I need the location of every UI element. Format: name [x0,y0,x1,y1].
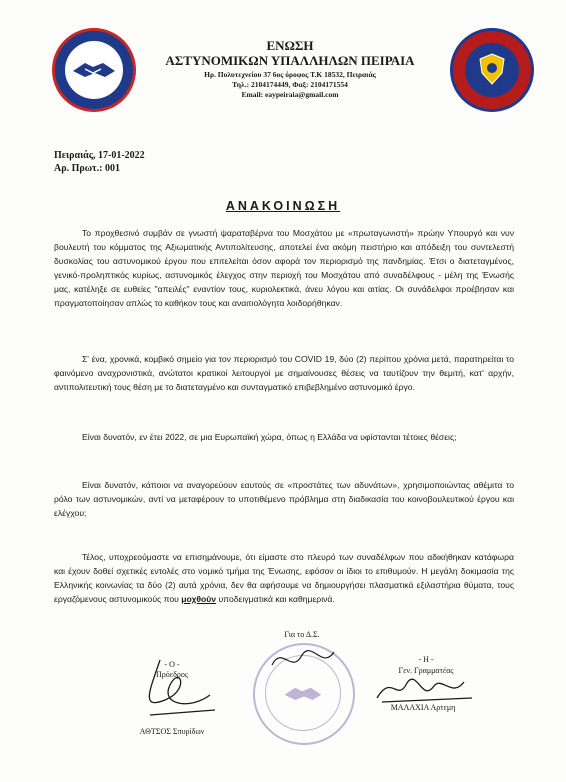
signature-left-role: Πρόεδρος [155,670,189,679]
header-phones: Τηλ.: 2104174449, Φαξ: 2104171554 [232,80,348,89]
stamp-handshake-icon [283,681,323,705]
paragraph-3 [54,430,514,444]
header-address: Ηρ. Πολυτεχνείου 37 6ος όροφος Τ.Κ 18532, Πειραιάς [204,70,376,79]
document-title: ΑΝΑΚΟΙΝΩΣΗ [225,199,341,213]
paragraph-4-text: Είναι δυνατόν, κάποιοι να αναγορεύουν εαυτούς σε «προστάτες των αδυνάτων», χρησιμοποιώντας αθέμιτα το ρόλο των αστυνομικών, αντί να μεταφέρουν το υποτιθέμενο πρόβλημα στη διαδικασία του κοινοβουλευτικού έργου και ελέγχου; [54,480,514,518]
place-date: Πειραιάς, 17-01-2022 [54,150,145,161]
signature-right-role: Γεν. Γραμματέας [398,666,454,675]
header-org-line2: ΑΣΤΥΝΟΜΙΚΩΝ ΥΠΑΛΛΗΛΩΝ ΠΕΙΡΑΙΑ [165,53,415,68]
protocol-number: Αρ. Πρωτ.: 001 [54,163,120,174]
paragraph-5-ending: υποδειγματικά και καθημερινά. [218,594,335,604]
paragraph-3-text: Είναι δυνατόν, εν έτει 2022, σε μια Ευρωπαϊκή χώρα, όπως η Ελλάδα να υφίστανται τέτοιες θέσεις; [82,432,457,442]
header-email: Email: eaypeiraia@gmail.com [241,90,339,99]
paragraph-5-emphasis: μοχθούν [181,594,217,604]
paragraph-1 [54,226,514,310]
union-logo-left [52,28,136,112]
paragraph-1-text: Το προχθεσινό συμβάν σε γνωστή ψαραταβέρνα του Μοσχάτου με «πρωταγωνιστή» πρώην Υπουργό και νυν βουλευτή του κόμματος της Αξιωματικής Αντιπολίτευσης, αποτελεί ένα ακόμη πειστήριο και απόδειξη του συντελεστή δυσκολίας του αστυνομικού έργου που επιτελείται όσον αφορά τον περιορισμό της πανδημίας. Έτσι ο διατεταγμένος, γενικό-προληπτικός κυρίως, αστυνομικός έλεγχος στην περιοχή του Μοσχάτου από συναδέλφους - μέλη της Ένωσής μας, κατέληξε σε ευθείες "απειλές" εναντίον τους, κυριολεκτικά, άνευ λόγου και αιτίας. Οι συνάδελφοι προέβησαν και πραγματοποίησαν απλώς το καθήκον τους και αναιτιολόγητα λοιδορήθηκαν. [54,228,514,308]
police-badge-icon [479,53,505,85]
union-logo-right [450,28,534,112]
paragraph-2 [54,352,514,394]
paragraph-4 [54,478,514,520]
paragraph-5-text: Τέλος, υποχρεούμαστε να επισημάνουμε, ότι είμαστε στο πλευρό των συναδέλφων που αδικήθηκαν κατάφωρα και έχουν δοθεί σχετικές εντολές στο νομικό τμήμα της Ένωσης, εφόσον οι ίδιοι το επιθυμούν. Η μεγάλη δοκιμασία της Ελληνικής κοινωνίας τα δύο (2) αυτά χρόνια, δεν θα αφήσουμε να δημιουργήσει πλασματικά εξιλαστήρια θύματα, τους εργαζόμενους αστυνομικούς που [54,552,514,604]
signature-right-article: - Η - [418,655,434,664]
paragraph-2-text: Σ' ένα, χρονικά, κομβικό σημείο για τον περιορισμό του COVID 19, δύο (2) περίπου χρόνια μετά, παρατηρείται το φαινόμενο αναχρονιστικά, ανώτατοι κρατικοί λειτουργοί με σημαίνουσες θέσεις να ταυτίζουν την θεμιτή, κατ' αρχήν, αντιπολιτευτική τους θέση με το διατεταγμένο και συνταγματικό επιβεβλημένο αστυνομικό έργο. [54,354,514,392]
handshake-icon [71,57,117,81]
signature-right-name: ΜΑΛΑΧΙΑ Αρτεμη [390,703,456,712]
signature-left-scribble [120,640,240,730]
signature-left-name: ΑΘΤΣΟΣ Σπυρίδων [139,727,205,736]
paragraph-5 [54,550,514,606]
signature-right-scribble [372,668,482,708]
header-org-line1: ΕΝΩΣΗ [266,38,314,53]
signature-left-article: - Ο - [164,660,180,669]
signature-middle-label: Για το Δ.Σ. [284,630,320,639]
signature-middle-scribble [262,640,342,680]
